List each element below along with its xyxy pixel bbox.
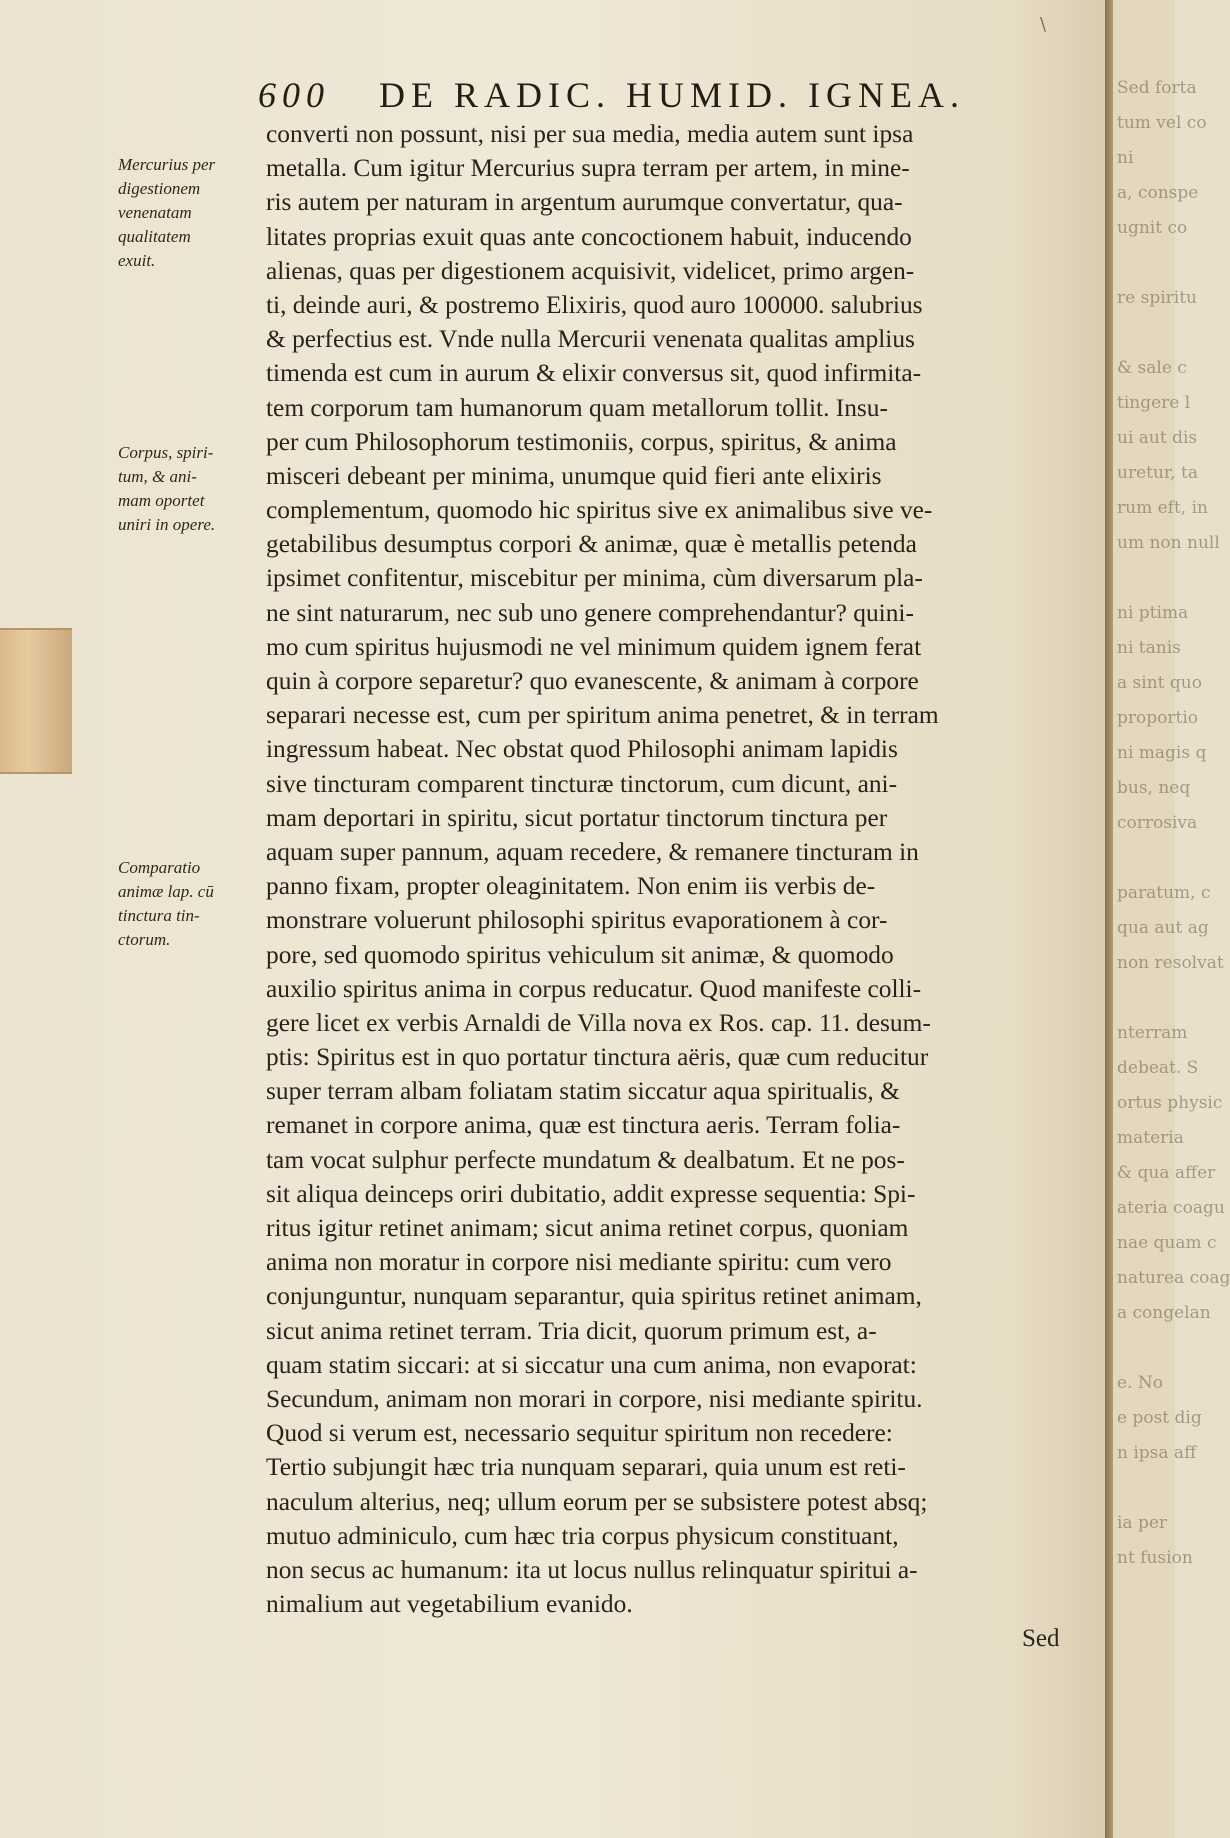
page-number: 600 xyxy=(258,75,330,115)
body-line: Secundum, animam non morari in corpore, nisi mediante spiritu. xyxy=(266,1384,923,1413)
margin-note-line: animæ lap. cū xyxy=(118,882,214,901)
body-line: nimalium aut vegetabilium evanido. xyxy=(266,1590,633,1619)
facing-page-fragment: ugnit co xyxy=(1117,218,1188,238)
facing-page-fragment: n ipsa aff xyxy=(1117,1443,1197,1463)
body-line: per cum Philosophorum testimoniis, corpus, spiritus, & anima xyxy=(266,427,897,456)
body-line: gere licet ex verbis Arnaldi de Villa nova ex Ros. cap. 11. desum- xyxy=(266,1008,931,1037)
body-line: getabilibus desumptus corpori & animæ, quæ è metallis petenda xyxy=(266,530,917,559)
body-line: ipsimet confitentur, miscebitur per minima, cùm diversarum pla- xyxy=(266,564,923,593)
body-line: anima non moratur in corpore nisi mediante spiritu: cum vero xyxy=(266,1248,892,1277)
margin-note-line: uniri in opere. xyxy=(118,515,216,534)
body-line: pore, sed quomodo spiritus vehiculum sit animæ, & quomodo xyxy=(266,940,894,969)
facing-page-fragment: re spiritu xyxy=(1117,288,1197,308)
body-line: sicut anima retinet terram. Tria dicit, quorum primum est, a- xyxy=(266,1316,877,1345)
body-line: tam vocat sulphur perfecte mundatum & dealbatum. Et ne pos- xyxy=(266,1145,905,1174)
margin-note xyxy=(118,153,268,273)
facing-page-fragment: um non null xyxy=(1117,533,1220,553)
margin-note-line: venenatam xyxy=(118,203,192,222)
body-line: mam deportari in spiritu, sicut portatur tinctorum tinctura per xyxy=(266,803,888,832)
body-line: litates proprias exuit quas ante concoctionem habuit, inducendo xyxy=(266,222,912,251)
body-line: & perfectius est. Vnde nulla Mercurii venenata qualitas amplius xyxy=(266,325,915,354)
body-line: panno fixam, propter oleaginitatem. Non enim iis verbis de- xyxy=(266,872,876,901)
facing-page-fragment: Sed forta xyxy=(1117,78,1197,98)
facing-page-fragment: ia per xyxy=(1117,1513,1168,1533)
facing-page-fragment: ni magis q xyxy=(1117,743,1207,763)
body-line: Quod si verum est, necessario sequitur spiritum non recedere: xyxy=(266,1419,893,1448)
margin-note-line: mam oportet xyxy=(118,491,205,510)
body-line: sive tincturam comparent tincturæ tinctorum, cum dicunt, ani- xyxy=(266,769,898,798)
facing-page-fragment: & sale c xyxy=(1117,358,1187,378)
body-line: ritus igitur retinet animam; sicut anima retinet corpus, quoniam xyxy=(266,1214,909,1242)
facing-page-fragment: bus, neq xyxy=(1117,778,1191,798)
facing-page-fragment: corrosiva xyxy=(1117,813,1198,833)
margin-note-line: ctorum. xyxy=(118,930,171,949)
body-line: ne sint naturarum, nec sub uno genere comprehendantur? quini- xyxy=(266,598,914,627)
facing-page-fragment: a sint quo xyxy=(1117,673,1202,693)
body-line: separari necesse est, cum per spiritum anima penetret, & in terram xyxy=(266,701,939,730)
catchword: Sed xyxy=(1022,1625,1060,1652)
paper-tab xyxy=(0,628,72,774)
facing-page-fragment: ui aut dis xyxy=(1117,428,1198,448)
body-line: remanet in corpore anima, quæ est tinctura aeris. Terram folia- xyxy=(266,1111,901,1140)
margin-note-line: digestionem xyxy=(118,179,201,198)
margin-note-line: qualitatem xyxy=(118,227,191,246)
margin-note xyxy=(118,856,268,952)
body-line: quin à corpore separetur? quo evanescente, & animam à corpore xyxy=(266,667,919,695)
body-line: aquam super pannum, aquam recedere, & remanere tincturam in xyxy=(266,837,919,866)
margin-note-line: tum, & ani- xyxy=(118,467,197,486)
margin-note-line: Corpus, spiri- xyxy=(118,443,214,462)
body-line: monstrare voluerunt philosophi spiritus evaporationem à cor- xyxy=(266,906,888,935)
body-line: timenda est cum in aurum & elixir conversus sit, quod infirmita- xyxy=(266,359,922,388)
body-line: metalla. Cum igitur Mercurius supra terram per artem, in mine- xyxy=(266,154,910,183)
facing-page-fragment: non resolvat xyxy=(1117,953,1224,973)
facing-page-fragment: debeat. S xyxy=(1117,1058,1199,1078)
body-line: Tertio subjungit hæc tria nunquam separari, quia unum est reti- xyxy=(266,1453,906,1482)
body-line: ris autem per naturam in argentum aurumque convertatur, qua- xyxy=(266,188,903,217)
facing-page-fragment: ortus physic xyxy=(1117,1093,1223,1113)
facing-page-fragment: ni tanis xyxy=(1117,638,1181,658)
facing-page-fragment: nae quam c xyxy=(1117,1233,1217,1253)
body-line: super terram albam foliatam statim siccatur aqua spiritualis, & xyxy=(266,1077,900,1106)
facing-page-fragment: tum vel co xyxy=(1117,113,1207,133)
body-line: mutuo adminiculo, cum hæc tria corpus physicum constituant, xyxy=(266,1521,899,1550)
body-line: ptis: Spiritus est in quo portatur tinctura aëris, quæ cum reducitur xyxy=(266,1043,929,1072)
facing-page-fragment: qua aut ag xyxy=(1117,918,1209,938)
body-line: misceri debeant per minima, unumque quid fieri ante elixiris xyxy=(266,461,882,490)
body-line: non secus ac humanum: ita ut locus nullus relinquatur spiritui a- xyxy=(266,1555,918,1584)
body-line: auxilio spiritus anima in corpus reducatur. Quod manifeste colli- xyxy=(266,974,922,1003)
facing-page-fragment: nt fusion xyxy=(1117,1548,1193,1568)
facing-page-fragment: & qua affer xyxy=(1117,1163,1216,1183)
facing-page-edge xyxy=(1113,0,1230,1838)
body-line: ti, deinde auri, & postremo Elixiris, quod auro 100000. salubrius xyxy=(266,290,923,319)
body-line: naculum alterius, neq; ullum eorum per se subsistere potest absq; xyxy=(266,1487,928,1516)
facing-page-fragment: materia xyxy=(1117,1128,1184,1148)
margin-note-line: tinctura tin- xyxy=(118,906,200,925)
body-line: complementum, quomodo hic spiritus sive ex animalibus sive ve- xyxy=(266,496,933,525)
facing-page-fragment: a congelan xyxy=(1117,1303,1211,1323)
page-edge-mark: \ xyxy=(1040,14,1047,35)
facing-page-fragment: rum eft, in xyxy=(1117,498,1208,518)
body-line: mo cum spiritus hujusmodi ne vel minimum quidem ignem ferat xyxy=(266,632,922,661)
running-title: DE RADIC. HUMID. IGNEA. xyxy=(379,75,965,115)
body-line: quam statim siccari: at si siccatur una cum anima, non evaporat: xyxy=(266,1350,917,1379)
body-text xyxy=(266,117,1070,1621)
facing-page-fragment: a, conspe xyxy=(1117,183,1199,203)
body-line: conjunguntur, nunquam separantur, quia spiritus retinet animam, xyxy=(266,1282,922,1311)
facing-page-fragment: nterram xyxy=(1117,1023,1188,1043)
body-line: converti non possunt, nisi per sua media, media autem sunt ipsa xyxy=(266,120,914,148)
facing-page-fragment: ni ptima xyxy=(1117,603,1189,623)
margin-note xyxy=(118,441,268,537)
margin-note-line: Mercurius per xyxy=(118,155,216,174)
facing-page-fragment: uretur, ta xyxy=(1117,463,1198,483)
facing-page-fragment: ni xyxy=(1117,148,1134,168)
facing-page-fragment: paratum, c xyxy=(1117,883,1211,903)
facing-page-fragment: tingere l xyxy=(1117,393,1191,413)
facing-page-fragment: e. No xyxy=(1117,1373,1163,1393)
margin-note-line: exuit. xyxy=(118,251,156,270)
running-header xyxy=(258,74,965,116)
margin-note-line: Comparatio xyxy=(118,858,201,877)
facing-page-fragment: naturea coag xyxy=(1117,1268,1230,1288)
facing-page-fragment: proportio xyxy=(1117,708,1198,728)
body-line: ingressum habeat. Nec obstat quod Philosophi animam lapidis xyxy=(266,735,898,764)
facing-page-fragment: ateria coagu xyxy=(1117,1198,1225,1218)
body-line: tem corporum tam humanorum quam metallorum tollit. Insu- xyxy=(266,393,888,422)
body-line: alienas, quas per digestionem acquisivit, videlicet, primo argen- xyxy=(266,256,915,285)
facing-page-fragment: e post dig xyxy=(1117,1408,1202,1428)
body-line: sit aliqua deinceps oriri dubitatio, addit expresse sequentia: Spi- xyxy=(266,1179,916,1208)
book-gutter xyxy=(1105,0,1113,1838)
